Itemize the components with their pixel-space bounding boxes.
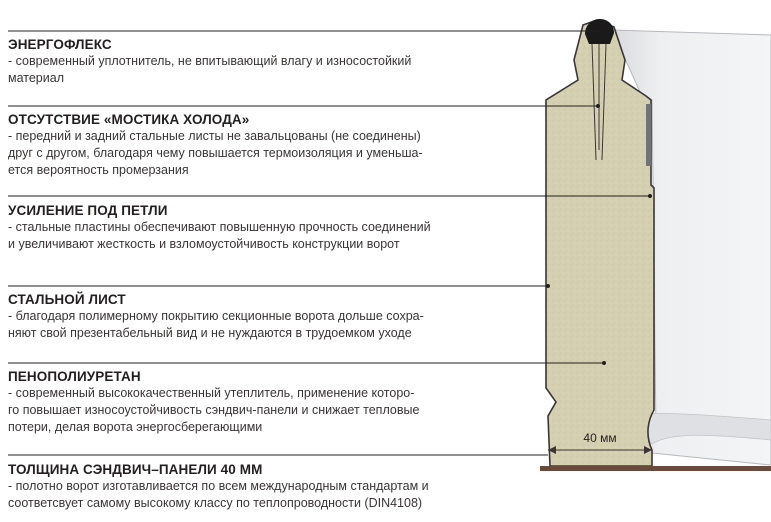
- feature-title: ТОЛЩИНА СЭНДВИЧ–ПАНЕЛИ 40 ММ: [8, 462, 263, 477]
- feature-hinge-reinforcement: [8, 202, 533, 253]
- panel-bottom-edge: [540, 466, 771, 471]
- feature-desc-line: ется вероятность промерзания: [8, 163, 189, 177]
- feature-desc-line: - передний и задний стальные листы не завальцованы (не соединены): [8, 129, 421, 143]
- feature-desc-line: материал: [8, 71, 64, 85]
- feature-desc-line: потери, делая ворота энергосберегающими: [8, 420, 263, 434]
- feature-desc-line: - современный уплотнитель, не впитывающий влагу и износостойкий: [8, 54, 412, 68]
- feature-no-cold-bridge: [8, 111, 533, 179]
- feature-steel-sheet: [8, 291, 533, 342]
- feature-title: ЭНЕРГОФЛЕКС: [8, 37, 112, 52]
- hinge-reinforcement-plate: [646, 104, 651, 166]
- dimension-label: 40 мм: [583, 431, 617, 445]
- feature-title: СТАЛЬНОЙ ЛИСТ: [8, 292, 126, 307]
- feature-desc-line: - современный высококачественный утеплитель, применение которо-: [8, 386, 415, 400]
- feature-desc-line: - стальные пластины обеспечивают повышенную прочность соединений: [8, 220, 431, 234]
- feature-title: ОТСУТСТВИЕ «МОСТИКА ХОЛОДА»: [8, 112, 250, 127]
- feature-desc-line: го повышает износоустойчивость сэндвич-панели и снижает тепловые: [8, 403, 420, 417]
- feature-seal: [8, 36, 533, 87]
- feature-desc-line: - полотно ворот изготавливается по всем международным стандартам и: [8, 479, 429, 493]
- feature-polyurethane-foam: [8, 368, 533, 436]
- feature-desc-line: и увеличивают жесткость и взломоустойчивость конструкции ворот: [8, 237, 400, 251]
- feature-title: ПЕНОПОЛИУРЕТАН: [8, 369, 141, 384]
- feature-desc-line: - благодаря полимерному покрытию секционные ворота дольше сохра-: [8, 309, 424, 323]
- feature-desc-line: друг с другом, благодаря чему повышается термоизоляция и уменьша-: [8, 146, 423, 160]
- feature-title: УСИЛЕНИЕ ПОД ПЕТЛИ: [8, 203, 168, 218]
- feature-desc-line: соответсвует самому высокому классу по теплопроводности (DIN4108): [8, 496, 423, 510]
- feature-desc-line: няют свой презентабельный вид и не нуждаются в трудоемком уходе: [8, 326, 412, 340]
- feature-panel-thickness: [8, 461, 533, 512]
